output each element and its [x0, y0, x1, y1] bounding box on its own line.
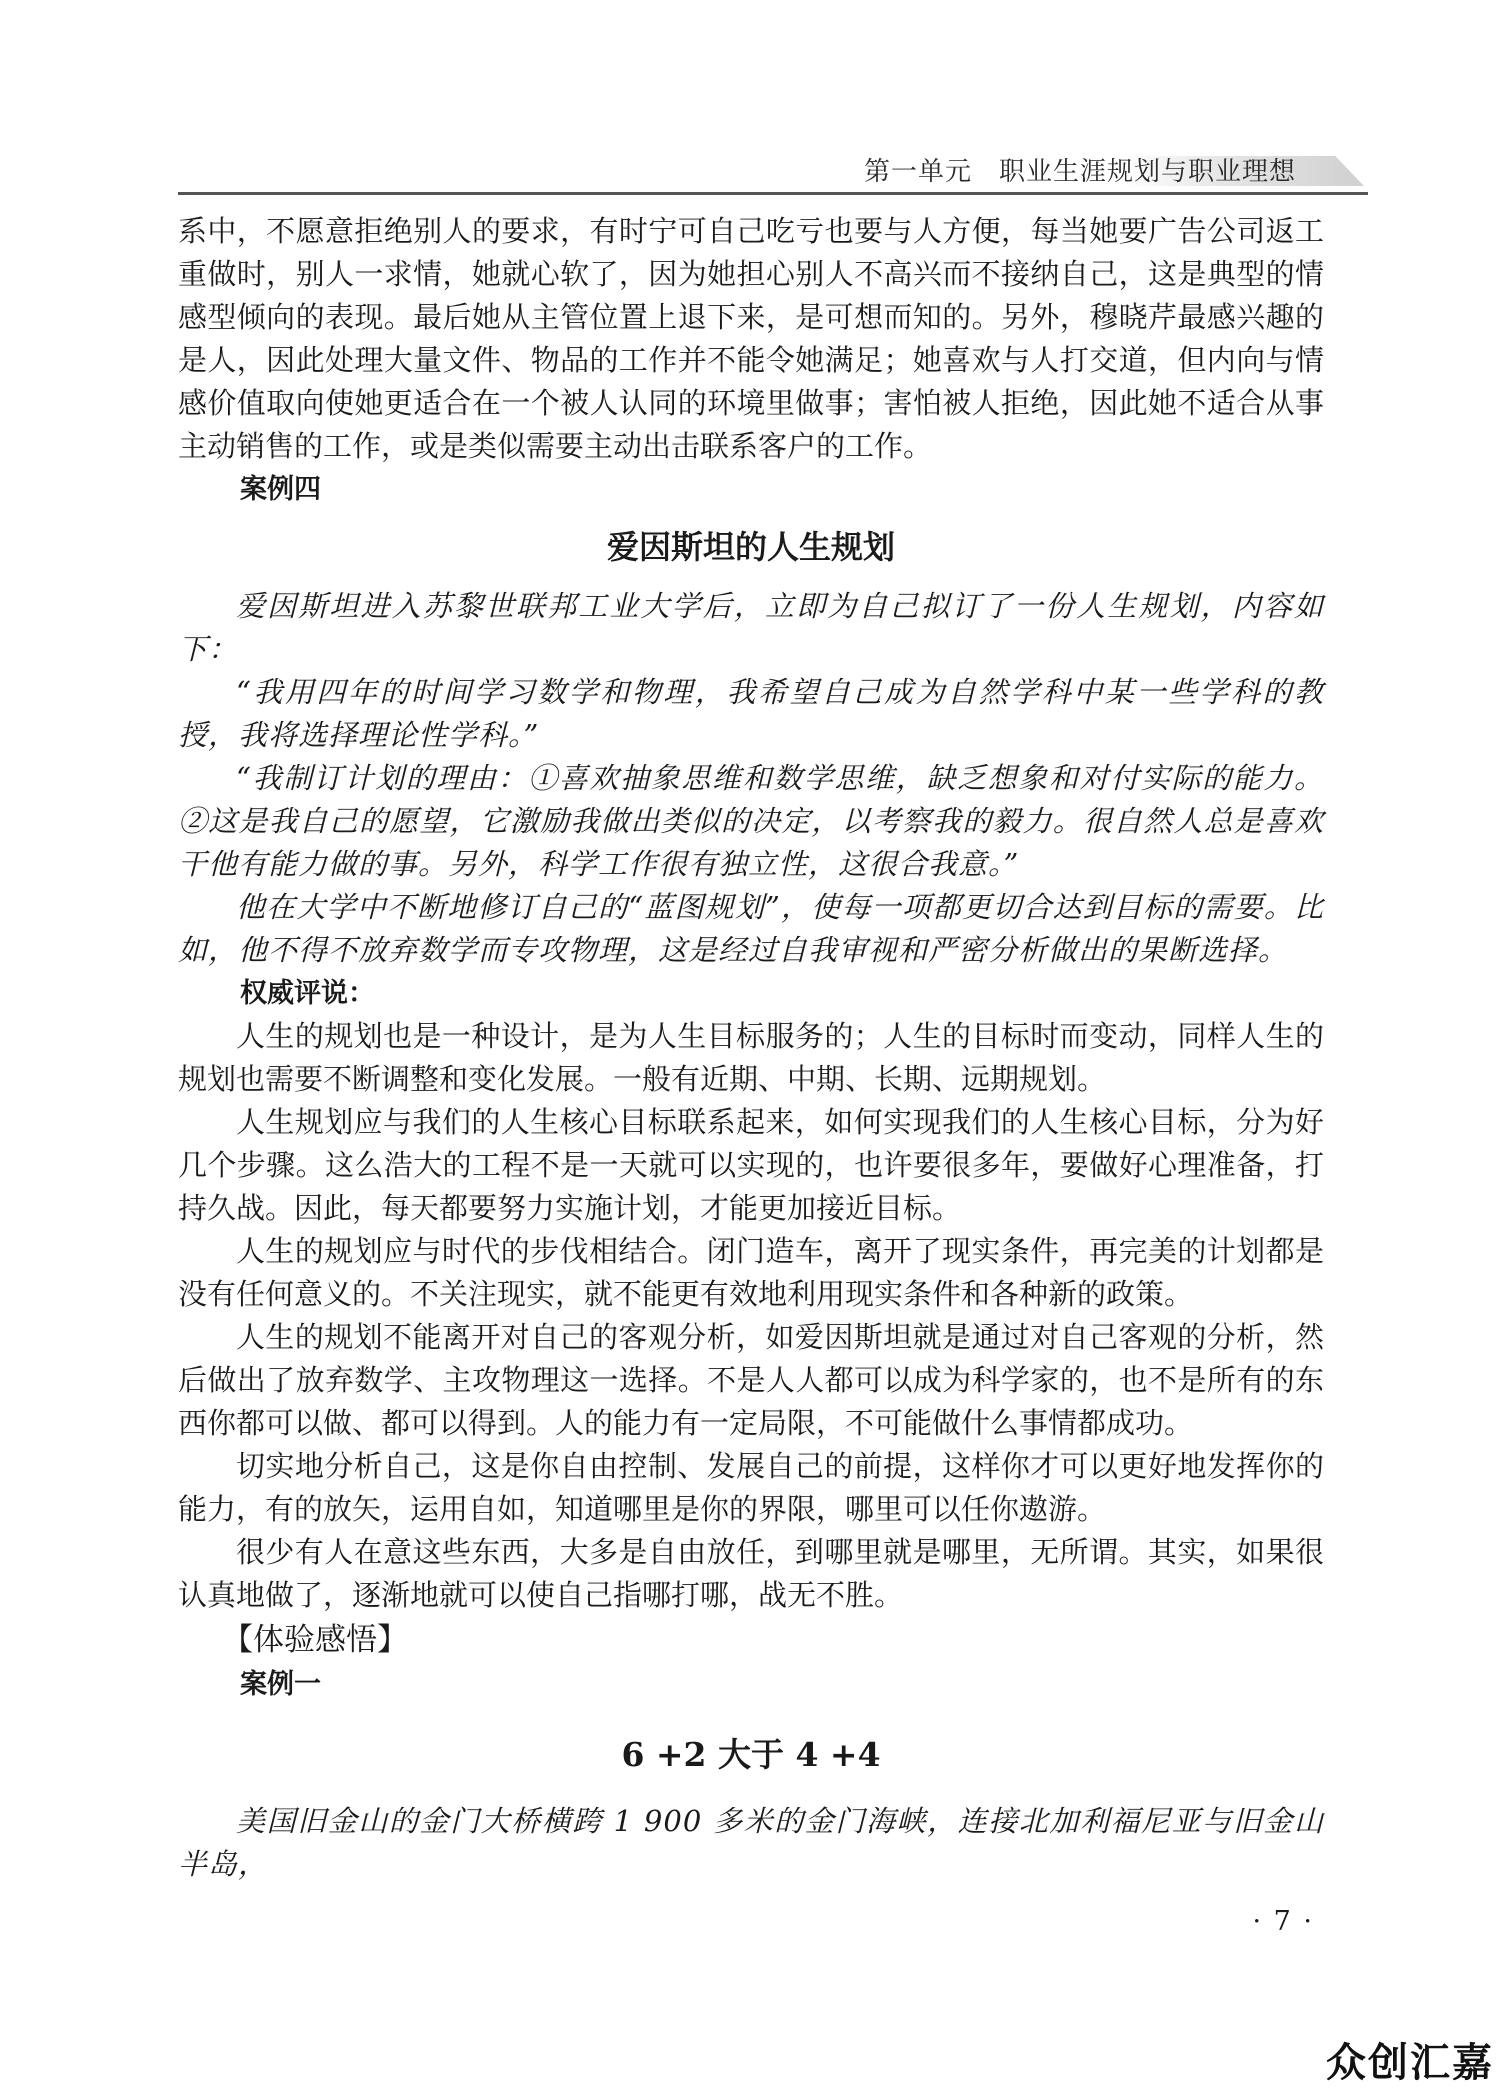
header-rule: [178, 192, 1368, 195]
case-one-label: 案例一: [240, 1669, 321, 1700]
case-one-title: 6 +2 大于 4 +4: [621, 1735, 881, 1774]
case-four-label: 案例四: [240, 474, 321, 505]
commentary-paragraph: 人生规划应与我们的人生核心目标联系起来，如何实现我们的人生核心目标，分为好几个步骤。这么浩大的工程不是一天就可以实现的，也许要很多年，要做好心理准备，打持久战。因此，每天都要努力实施计划，才能更加接近目标。: [178, 1105, 1324, 1225]
commentary-paragraph: 人生的规划也是一种设计，是为人生目标服务的；人生的目标时而变动，同样人生的规划也需要不断调整和变化发展。一般有近期、中期、长期、远期规划。: [178, 1019, 1324, 1096]
running-header: 第一单元 职业生涯规划与职业理想: [863, 157, 1296, 187]
commentary-paragraph: 人生的规划不能离开对自己的客观分析，如爱因斯坦就是通过对自己客观的分析，然后做出了放弃数学、主攻物理这一选择。不是人人都可以成为科学家的，也不是所有的东西你都可以做、都可以得到。人的能力有一定局限，不可能做什么事情都成功。: [178, 1320, 1324, 1440]
commentary-paragraph: 人生的规划应与时代的步伐相结合。闭门造车，离开了现实条件，再完美的计划都是没有任何意义的。不关注现实，就不能更有效地利用现实条件和各种新的政策。: [178, 1234, 1324, 1311]
experience-section-heading: 【体验感悟】: [222, 1622, 408, 1658]
commentary-label: 权威评说：: [240, 978, 375, 1009]
commentary-paragraph: 切实地分析自己，这是你自由控制、发展自己的前提，这样你才可以更好地发挥你的能力，有的放矢，运用自如，知道哪里是你的界限，哪里可以任你遨游。: [178, 1449, 1324, 1526]
page-number: · 7 ·: [1252, 1906, 1314, 1937]
intro-paragraph: 系中，不愿意拒绝别人的要求，有时宁可自己吃亏也要与人方便，每当她要广告公司返工重做时，别人一求情，她就心软了，因为她担心别人不高兴而不接纳自己，这是典型的情感型倾向的表现。最后她从主管位置上退下来，是可想而知的。另外，穆晓芹最感兴趣的是人，因此处理大量文件、物品的工作并不能令她满足；她喜欢与人打交道，但内向与情感价值取向使她更适合在一个被人认同的环境里做事；害怕被人拒绝，因此她不适合从事主动销售的工作，或是类似需要主动出击联系客户的工作。: [178, 214, 1324, 463]
case-one-paragraph: 美国旧金山的金门大桥横跨 1 900 多米的金门海峡，连接北加利福尼亚与旧金山半岛，: [178, 1804, 1324, 1881]
case-four-paragraph: “我用四年的时间学习数学和物理，我希望自己成为自然学科中某一些学科的教授，我将选择理论性学科。”: [178, 675, 1324, 752]
case-four-title: 爱因斯坦的人生规划: [606, 528, 895, 566]
case-four-paragraph: “我制订计划的理由：①喜欢抽象思维和数学思维，缺乏想象和对付实际的能力。②这是我自己的愿望，它激励我做出类似的决定，以考察我的毅力。很自然人总是喜欢干他有能力做的事。另外，科学工作很有独立性，这很合我意。”: [178, 761, 1324, 881]
case-four-paragraph: 爱因斯坦进入苏黎世联邦工业大学后，立即为自己拟订了一份人生规划，内容如下：: [178, 589, 1324, 666]
case-four-paragraph: 他在大学中不断地修订自己的“蓝图规划”，使每一项都更切合达到目标的需要。比如，他不得不放弃数学而专攻物理，这是经过自我审视和严密分析做出的果断选择。: [178, 890, 1324, 967]
watermark-logo: 众创汇嘉: [1326, 2040, 1494, 2086]
page-body: [178, 210, 1324, 1886]
commentary-paragraph: 很少有人在意这些东西，大多是自由放任，到哪里就是哪里，无所谓。其实，如果很认真地做了，逐渐地就可以使自己指哪打哪，战无不胜。: [178, 1535, 1324, 1612]
